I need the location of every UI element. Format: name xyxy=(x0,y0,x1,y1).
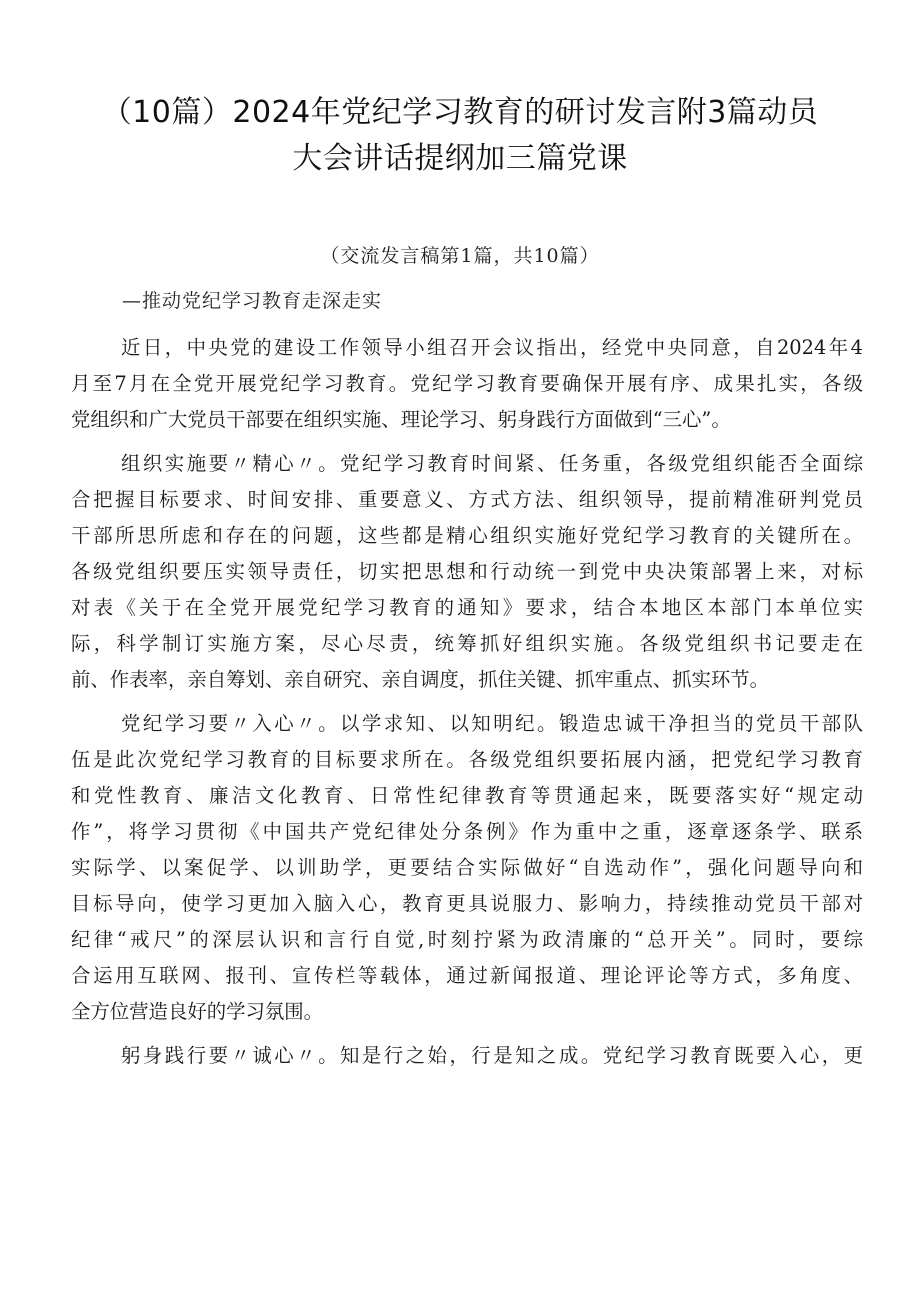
text-line: 和党性教育、廉洁文化教育、日常性纪律教育等贯通起来，既要落实好“规定动 xyxy=(71,784,863,807)
document-subtitle: （交流发言稿第1篇，共10篇） xyxy=(320,245,600,267)
text-line: 合把握目标要求、时间安排、重要意义、方式方法、组织领导，提前精准研判党员 xyxy=(71,488,863,511)
body-text xyxy=(71,330,863,1074)
text-line: 实际学、以案促学、以训助学，更要结合实际做好“自选动作”，强化问题导向和 xyxy=(71,856,863,879)
text-line: 近日，中央党的建设工作领导小组召开会议指出，经党中央同意，自2024年4 xyxy=(121,336,863,359)
text-line: 干部所思所虑和存在的问题，这些都是精心组织实施好党纪学习教育的关键所在。 xyxy=(71,524,863,547)
text-line: 目标导向，使学习更加入脑入心，教育更具说服力、影响力，持续推动党员干部对 xyxy=(71,892,863,915)
text-line: 党纪学习要〃入心〃。以学求知、以知明纪。锻造忠诚干净担当的党员干部队 xyxy=(121,712,863,735)
text-line: 伍是此次党纪学习教育的目标要求所在。各级党组织要拓展内涵，把党纪学习教育 xyxy=(71,748,863,771)
paragraph-4 xyxy=(71,1038,863,1074)
paragraph-3 xyxy=(71,706,863,1030)
text-line: 躬身践行要〃诚心〃。知是行之始，行是知之成。党纪学习教育既要入心，更 xyxy=(121,1044,863,1067)
text-line: 际，科学制订实施方案，尽心尽责，统筹抓好组织实施。各级党组织书记要走在 xyxy=(71,632,863,655)
text-line: 作”，将学习贯彻《中国共产党纪律处分条例》作为重中之重，逐章逐条学、联系 xyxy=(71,820,863,843)
text-line: 纪律“戒尺”的深层认识和言行自觉,时刻拧紧为政清廉的“总开关”。同时，要综 xyxy=(71,928,863,951)
text-line: 党组织和广大党员干部要在组织实施、理论学习、躬身践行方面做到“三心”。 xyxy=(71,408,731,431)
paragraph-2 xyxy=(71,446,863,698)
section-heading: —推动党纪学习教育走深走实 xyxy=(122,290,383,312)
text-line: 前、作表率，亲自筹划、亲自研究、亲自调度，抓住关键、抓牢重点、抓实环节。 xyxy=(71,668,770,691)
document-title-line-1: （10篇）2024年党纪学习教育的研讨发言附3篇动员 xyxy=(101,95,819,130)
text-line: 组织实施要〃精心〃。党纪学习教育时间紧、任务重，各级党组织能否全面综 xyxy=(121,452,863,475)
text-line: 月至7月在全党开展党纪学习教育。党纪学习教育要确保开展有序、成果扎实，各级 xyxy=(71,372,863,395)
text-line: 合运用互联网、报刊、宣传栏等载体，通过新闻报道、理论评论等方式，多角度、 xyxy=(71,964,863,987)
text-line: 各级党组织要压实领导责任，切实把思想和行动统一到党中央决策部署上来，对标 xyxy=(71,560,863,583)
text-line: 全方位营造良好的学习氛围。 xyxy=(71,1000,324,1023)
paragraph-1 xyxy=(71,330,863,438)
text-line: 对表《关于在全党开展党纪学习教育的通知》要求，结合本地区本部门本单位实 xyxy=(71,596,863,619)
document-title-line-2: 大会讲话提纲加三篇党课 xyxy=(292,141,628,176)
